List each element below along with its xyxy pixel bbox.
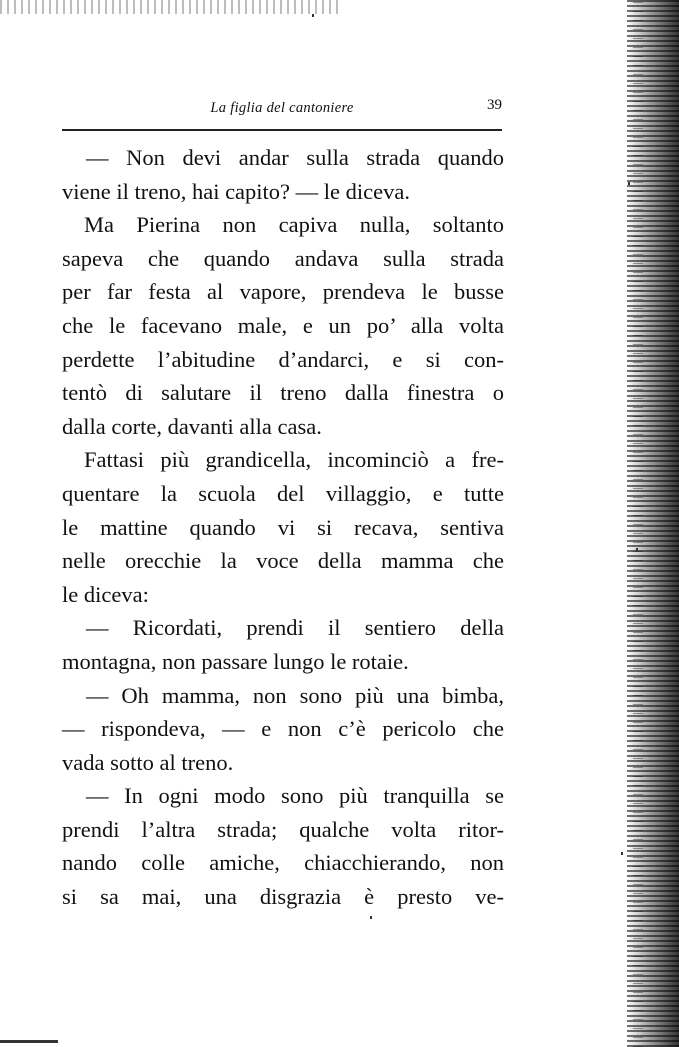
text-line: Ma Pierina non capiva nulla, soltanto [84, 212, 504, 238]
text-line: per far festa al vapore, prendeva le busse [62, 279, 504, 305]
text-line: tentò di salutare il treno dalla finestra o [62, 380, 504, 406]
text-line: — Oh mamma, non sono più una bimba, [86, 682, 504, 708]
text-line: si sa mai, una disgrazia è presto ve- [62, 884, 504, 910]
text-line: vada sotto al treno. [62, 749, 234, 775]
page-number: 39 [487, 97, 502, 113]
text-line: prendi l’altra strada; qualche volta ritor- [62, 816, 504, 842]
text-line: Fattasi più grandicella, incominciò a fre- [84, 447, 504, 473]
text-line: le mattine quando vi si recava, sentiva [62, 514, 504, 540]
scan-shadow-right-edge [627, 0, 679, 1047]
text-line: — Non devi andar sulla strada quando [86, 145, 504, 170]
scan-speck [636, 548, 638, 551]
text-line: che le facevano male, e un po’ alla volta [62, 312, 504, 338]
scan-noise-top [0, 0, 340, 14]
text-line: viene il treno, hai capito? — le diceva. [62, 178, 410, 204]
scan-speck [628, 182, 630, 185]
text-line: le diceva: [62, 581, 149, 607]
scan-mark-bottom-left [0, 1040, 58, 1043]
scan-speck [370, 916, 372, 919]
text-line: — rispondeva, — e non c’è pericolo che [62, 716, 504, 742]
text-line: quentare la scuola del villaggio, e tutte [62, 480, 504, 506]
scan-speck [621, 852, 623, 855]
body-text [62, 141, 504, 914]
text-line: — Ricordati, prendi il sentiero della [86, 615, 504, 641]
scan-speck [312, 14, 314, 17]
running-title: La figlia del cantoniere [210, 100, 354, 116]
text-line: perdette l’abitudine d’andarci, e si con- [62, 346, 504, 372]
text-line: nelle orecchie la voce della mamma che [62, 548, 504, 574]
text-line: nando colle amiche, chiacchierando, non [62, 850, 504, 876]
text-line: dalla corte, davanti alla casa. [62, 413, 322, 439]
text-line: sapeva che quando andava sulla strada [62, 245, 504, 271]
text-line: montagna, non passare lungo le rotaie. [62, 648, 409, 674]
text-line: — In ogni modo sono più tranquilla se [86, 783, 504, 809]
running-head [62, 97, 502, 122]
header-rule [62, 129, 502, 131]
